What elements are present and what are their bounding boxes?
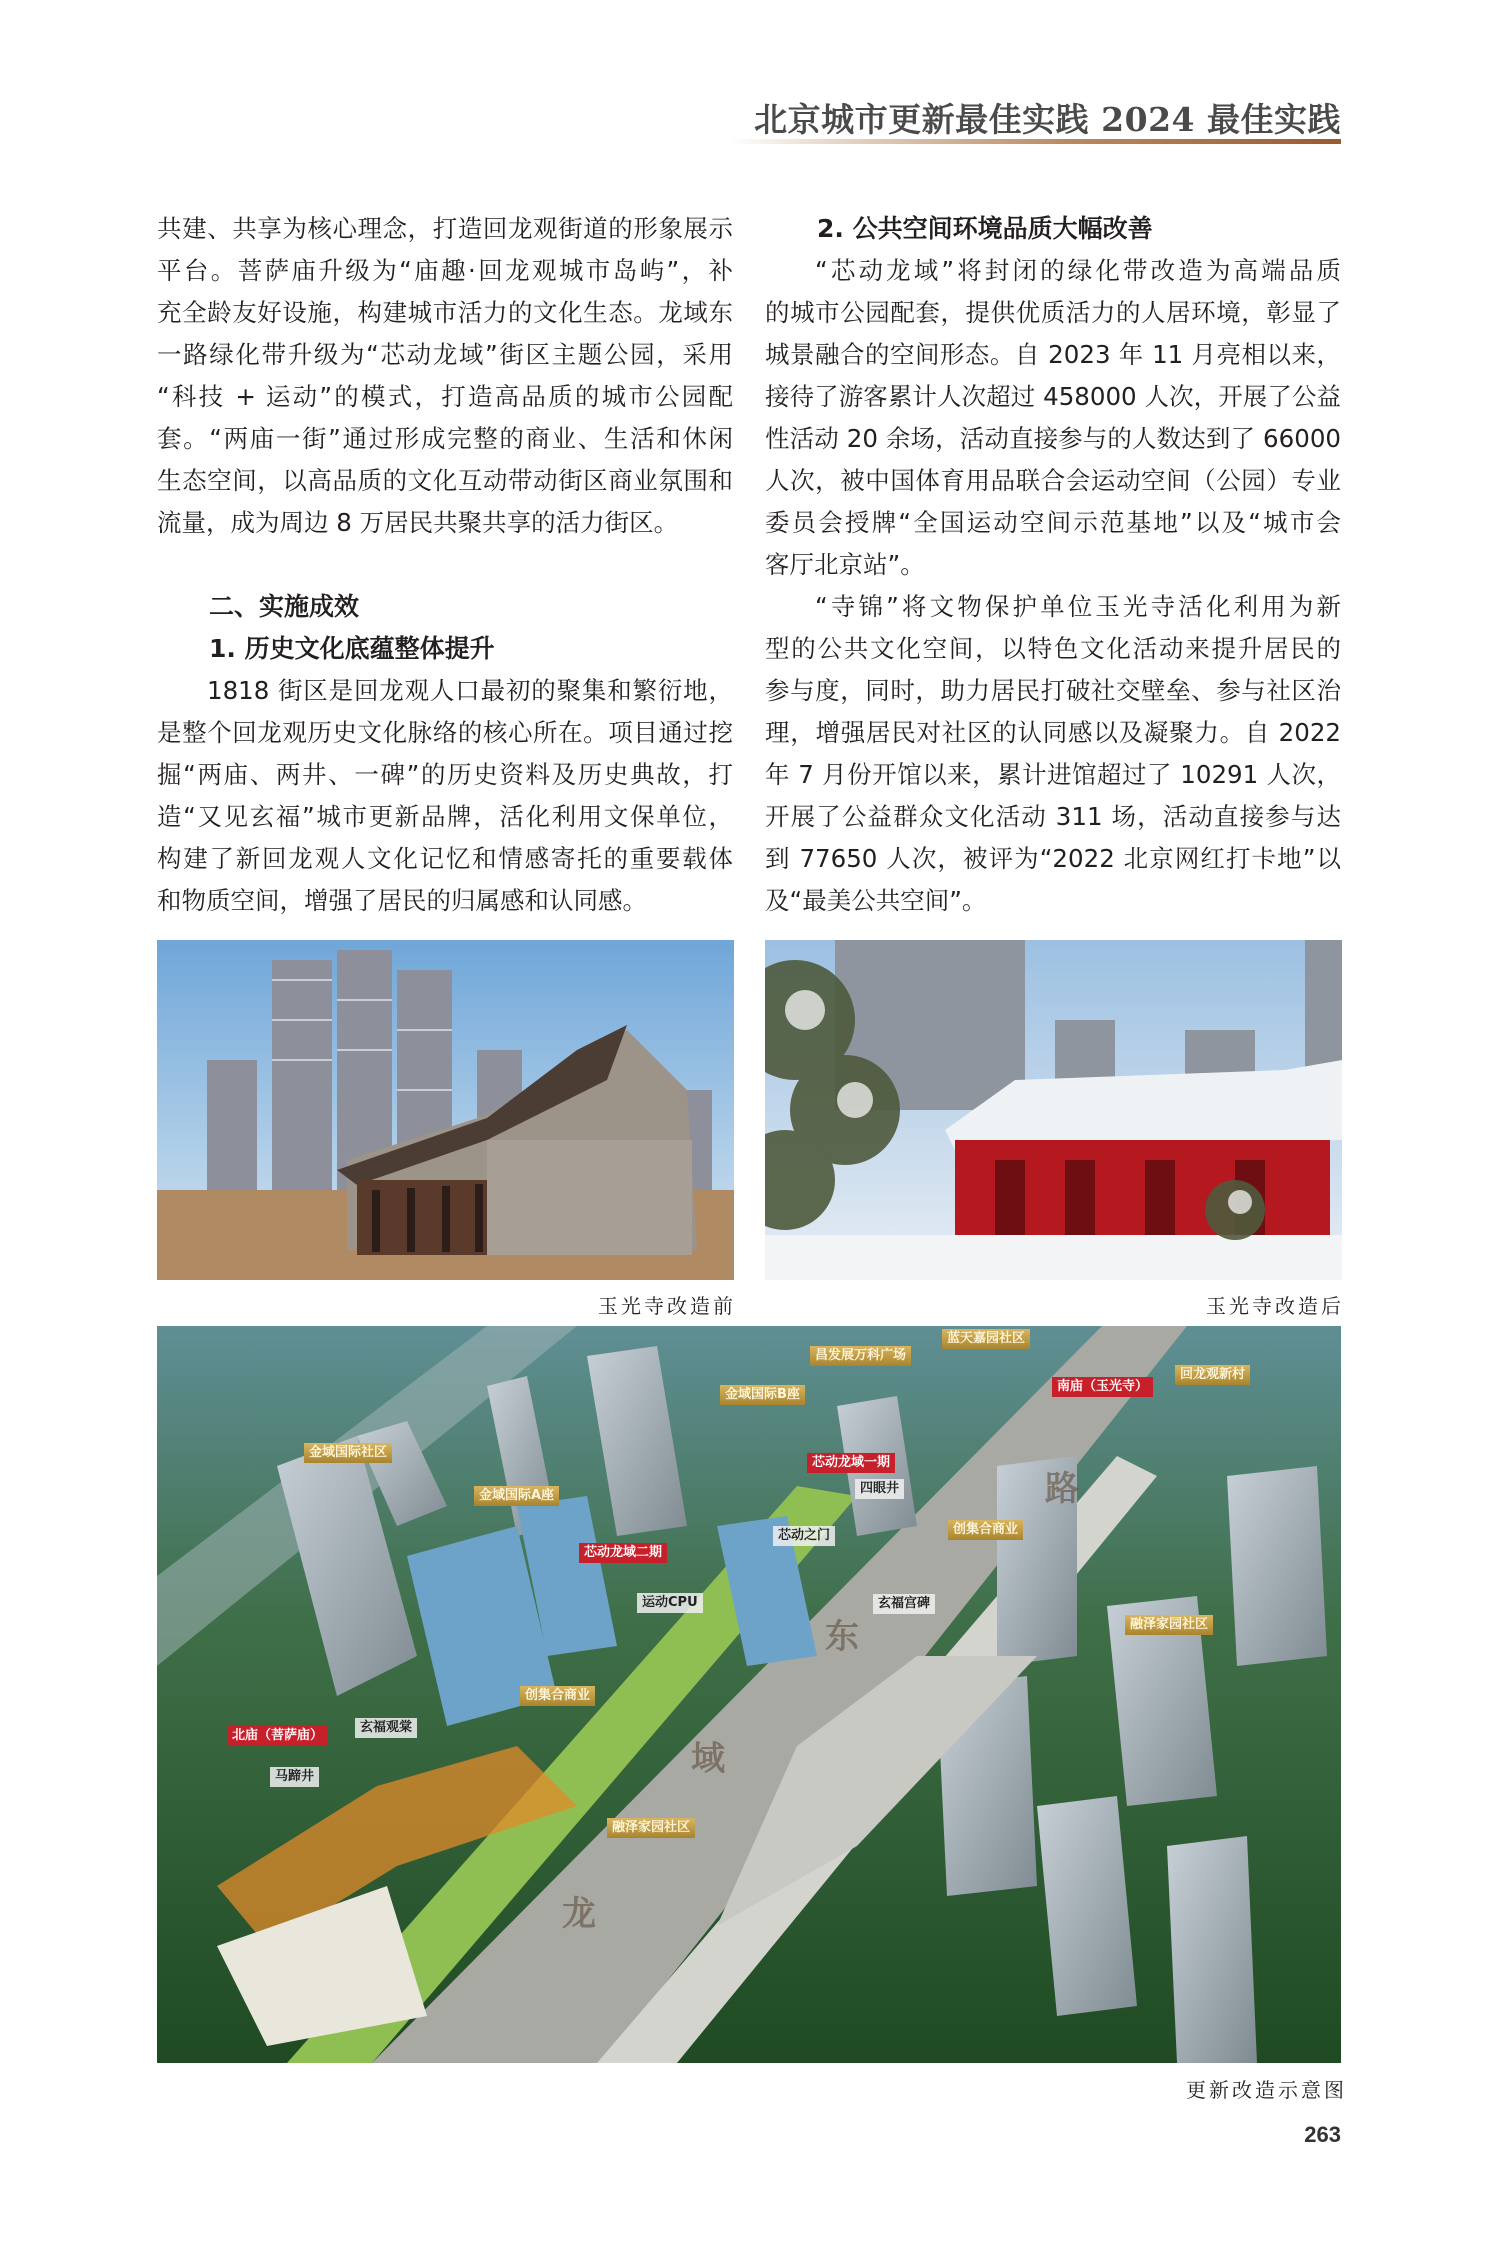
map-label: 芯动之门	[773, 1526, 835, 1546]
road-name-char: 东	[825, 1617, 859, 1657]
photo-temple-before	[157, 940, 734, 1280]
map-label: 芯动龙域二期	[579, 1543, 667, 1563]
text-line: 年 7 月份开馆以来，累计进馆超过了 10291 人次，	[765, 760, 1341, 789]
map-label: 融泽家园社区	[1125, 1615, 1213, 1635]
text-line: 生态空间，以高品质的文化互动带动街区商业氛围和	[157, 466, 733, 495]
text-line: 共建、共享为核心理念，打造回龙观街道的形象展示	[157, 214, 733, 243]
text-line: 参与度，同时，助力居民打破社交壁垒、参与社区治	[765, 676, 1341, 705]
text-line: 型的公共文化空间，以特色文化活动来提升居民的	[765, 634, 1341, 663]
text-line: “芯动龙域”将封闭的绿化带改造为高端品质	[815, 256, 1341, 285]
text-line: 平台。菩萨庙升级为“庙趣·回龙观城市岛屿”，补	[157, 256, 733, 285]
text-line: 是整个回龙观历史文化脉络的核心所在。项目通过挖	[157, 718, 733, 747]
header-divider	[730, 139, 1341, 144]
map-label: 四眼井	[855, 1479, 904, 1499]
map-label: 回龙观新村	[1175, 1365, 1250, 1385]
text-line: 充全龄友好设施，构建城市活力的文化生态。龙域东	[157, 298, 733, 327]
road-name-char: 龙	[562, 1894, 596, 1934]
text-line: 及“最美公共空间”。	[765, 886, 987, 915]
text-line: 套。“两庙一街”通过形成完整的商业、生活和休闲	[157, 424, 733, 453]
map-label: 金域国际B座	[720, 1385, 805, 1405]
map-label: 昌发展万科广场	[810, 1346, 911, 1366]
map-label: 创集合商业	[948, 1520, 1023, 1540]
text-line: 构建了新回龙观人文化记忆和情感寄托的重要载体	[157, 844, 733, 873]
subsection-heading: 1. 历史文化底蕴整体提升	[209, 634, 495, 663]
section-heading: 二、实施成效	[209, 592, 360, 621]
text-line: 到 77650 人次，被评为“2022 北京网红打卡地”以	[765, 844, 1341, 873]
subsection-heading: 2. 公共空间环境品质大幅改善	[817, 214, 1153, 243]
map-caption: 更新改造示意图	[1186, 2078, 1347, 2102]
map-label: 马蹄井	[270, 1767, 319, 1787]
text-line: 一路绿化带升级为“芯动龙域”街区主题公园，采用	[157, 340, 733, 369]
map-label: 融泽家园社区	[607, 1818, 695, 1838]
text-line: 理，增强居民对社区的认同感以及凝聚力。自 2022	[765, 718, 1341, 747]
photo-temple-after	[765, 940, 1342, 1280]
text-line: 委员会授牌“全国运动空间示范基地”以及“城市会	[765, 508, 1341, 537]
text-line: 和物质空间，增强了居民的归属感和认同感。	[157, 886, 647, 915]
map-label: 南庙（玉光寺）	[1052, 1377, 1153, 1397]
text-line: 造“又见玄福”城市更新品牌，活化利用文保单位，	[157, 802, 733, 831]
page-number: 263	[1304, 2122, 1341, 2147]
map-label: 运动CPU	[637, 1593, 703, 1613]
map-label: 玄福宫碑	[873, 1594, 935, 1614]
photo-caption-after: 玉光寺改造后	[1206, 1294, 1344, 1318]
running-header-title: 北京城市更新最佳实践 2024 最佳实践	[754, 100, 1341, 139]
text-line: 性活动 20 余场，活动直接参与的人数达到了 66000	[765, 424, 1341, 453]
text-line: “科技 + 运动”的模式，打造高品质的城市公园配	[157, 382, 733, 411]
photo-caption-before: 玉光寺改造前	[598, 1294, 736, 1318]
text-line: 掘“两庙、两井、一碑”的历史资料及历史典故，打	[157, 760, 733, 789]
map-label: 金域国际社区	[304, 1443, 392, 1463]
map-label: 金域国际A座	[474, 1486, 559, 1506]
text-line: 的城市公园配套，提供优质活力的人居环境，彰显了	[765, 298, 1341, 327]
map-label: 玄福观棠	[355, 1718, 417, 1738]
text-line: 客厅北京站”。	[765, 550, 925, 579]
road-name-char: 域	[691, 1739, 725, 1779]
text-line: 人次，被中国体育用品联合会运动空间（公园）专业	[765, 466, 1341, 495]
text-line: 流量，成为周边 8 万居民共聚共享的活力街区。	[157, 508, 679, 537]
spacer	[157, 544, 733, 586]
road-name-char: 路	[1045, 1469, 1079, 1509]
renovation-site-plan-map	[157, 1326, 1341, 2063]
map-label: 北庙（菩萨庙）	[227, 1726, 328, 1746]
text-line: “寺锦”将文物保护单位玉光寺活化利用为新	[815, 592, 1341, 621]
text-line: 1818 街区是回龙观人口最初的聚集和繁衍地，	[207, 676, 733, 705]
map-label: 创集合商业	[520, 1686, 595, 1706]
map-label: 蓝天嘉园社区	[942, 1329, 1030, 1349]
text-line: 开展了公益群众文化活动 311 场，活动直接参与达	[765, 802, 1341, 831]
map-label: 芯动龙域一期	[807, 1453, 895, 1473]
text-line: 城景融合的空间形态。自 2023 年 11 月亮相以来，	[765, 340, 1341, 369]
left-text-column	[157, 208, 733, 922]
right-text-column	[765, 208, 1341, 922]
text-line: 接待了游客累计人次超过 458000 人次，开展了公益	[765, 382, 1341, 411]
